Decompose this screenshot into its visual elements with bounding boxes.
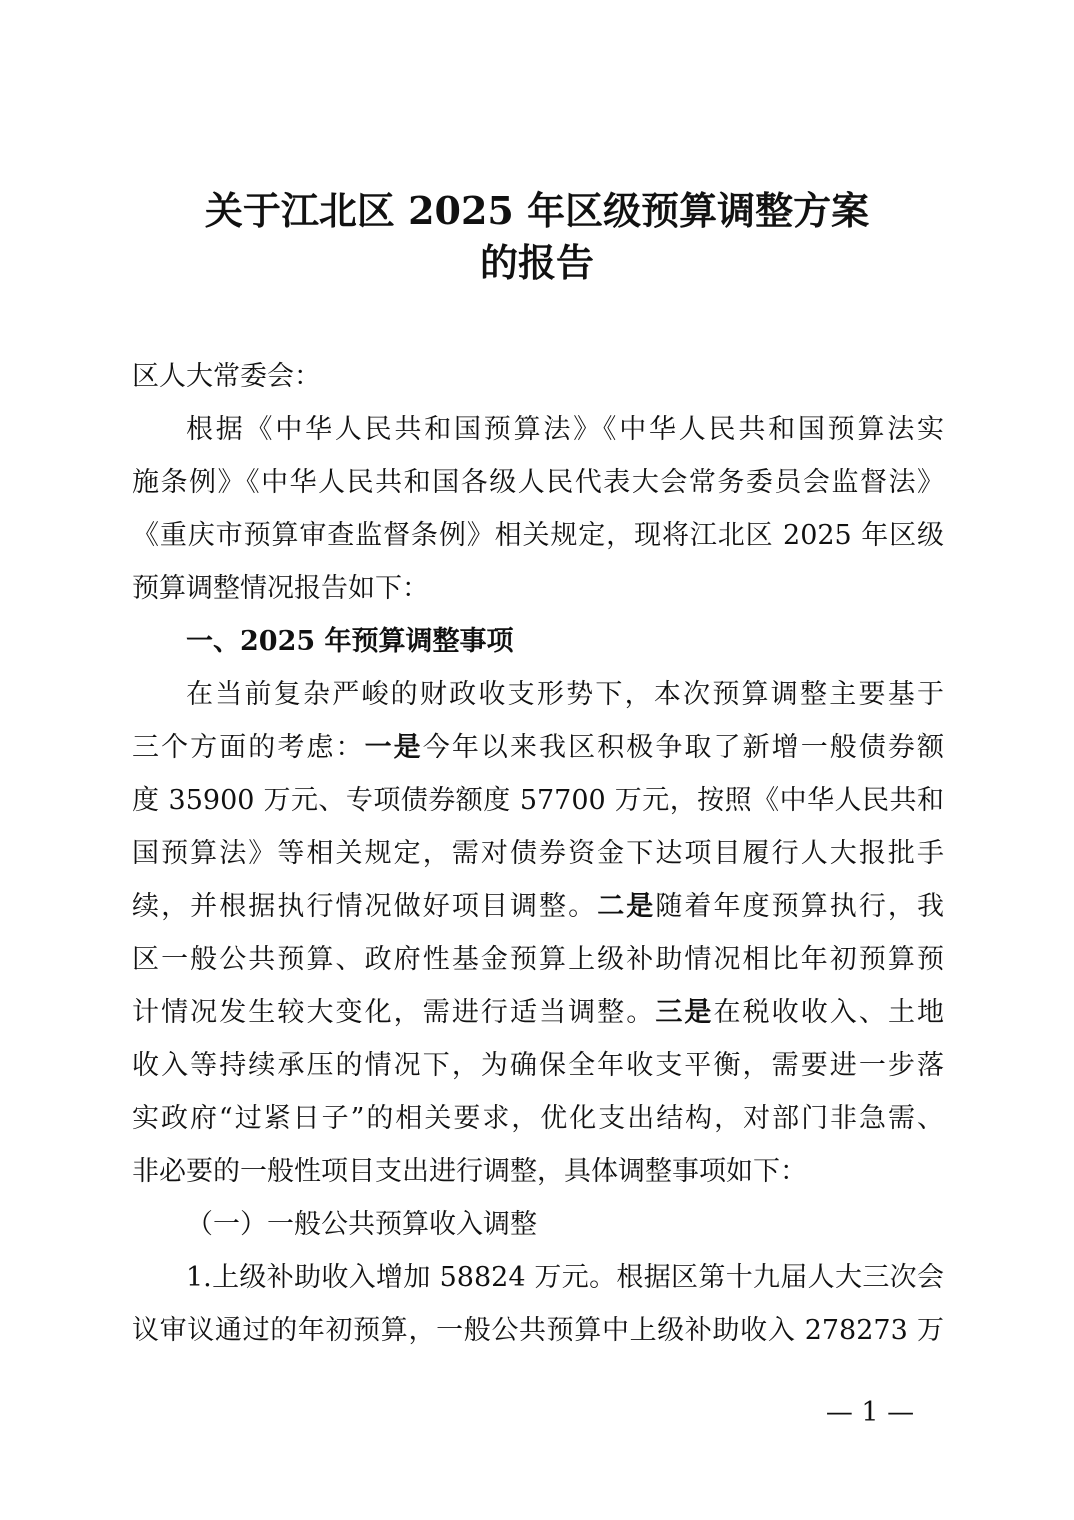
subsection-heading: （一）一般公共预算收入调整 xyxy=(186,1209,537,1240)
document-title-line-2: 的报告 xyxy=(479,240,594,285)
emphasis-text: 二是 xyxy=(597,891,656,922)
emphasis-text: 三是 xyxy=(655,997,714,1028)
paragraph-line: 区一般公共预算、政府性基金预算上级补助情况相比年初预算预 xyxy=(132,944,944,975)
intro-line: 《重庆市预算审查监督条例》相关规定，现将江北区 2025 年区级 xyxy=(132,520,944,551)
document-title-line-1: 关于江北区 2025 年区级预算调整方案 xyxy=(204,188,870,233)
text-segment: 续，并根据执行情况做好项目调整。 xyxy=(132,891,598,922)
text-segment: 今年以来我区积极争取了新增一般债券额 xyxy=(422,732,945,763)
paragraph-line: 实政府“过紧日子”的相关要求，优化支出结构，对部门非急需、 xyxy=(132,1103,944,1134)
text-segment: 随着年度预算执行，我 xyxy=(655,891,945,922)
paragraph-line: 收入等持续承压的情况下，为确保全年收支平衡，需要进一步落 xyxy=(132,1050,944,1081)
paragraph-line xyxy=(132,993,944,1033)
intro-line: 施条例》《中华人民共和国各级人民代表大会常务委员会监督法》 xyxy=(132,467,944,498)
paragraph-line: 非必要的一般性项目支出进行调整，具体调整事项如下： xyxy=(132,1156,807,1187)
paragraph-line xyxy=(132,728,944,768)
intro-line: 根据《中华人民共和国预算法》《中华人民共和国预算法实 xyxy=(186,414,944,445)
paragraph-line xyxy=(132,887,944,927)
text-segment: 三个方面的考虑： xyxy=(132,732,365,763)
paragraph-line: 在当前复杂严峻的财政收支形势下，本次预算调整主要基于 xyxy=(186,679,944,710)
paragraph-line: 议审议通过的年初预算，一般公共预算中上级补助收入 278273 万 xyxy=(132,1315,944,1346)
text-segment: 计情况发生较大变化，需进行适当调整。 xyxy=(132,997,656,1028)
section-heading: 一、2025 年预算调整事项 xyxy=(186,626,514,657)
intro-line: 预算调整情况报告如下： xyxy=(132,573,429,604)
emphasis-text: 一是 xyxy=(364,732,423,763)
salutation: 区人大常委会： xyxy=(132,361,321,392)
paragraph-line: 国预算法》等相关规定，需对债券资金下达项目履行人大报批手 xyxy=(132,838,944,869)
text-segment: 在税收收入、土地 xyxy=(713,997,945,1028)
page-number: — 1 — xyxy=(825,1397,915,1428)
paragraph-line: 度 35900 万元、专项债券额度 57700 万元，按照《中华人民共和 xyxy=(132,785,944,816)
paragraph-line: 1.上级补助收入增加 58824 万元。根据区第十九届人大三次会 xyxy=(186,1262,944,1293)
